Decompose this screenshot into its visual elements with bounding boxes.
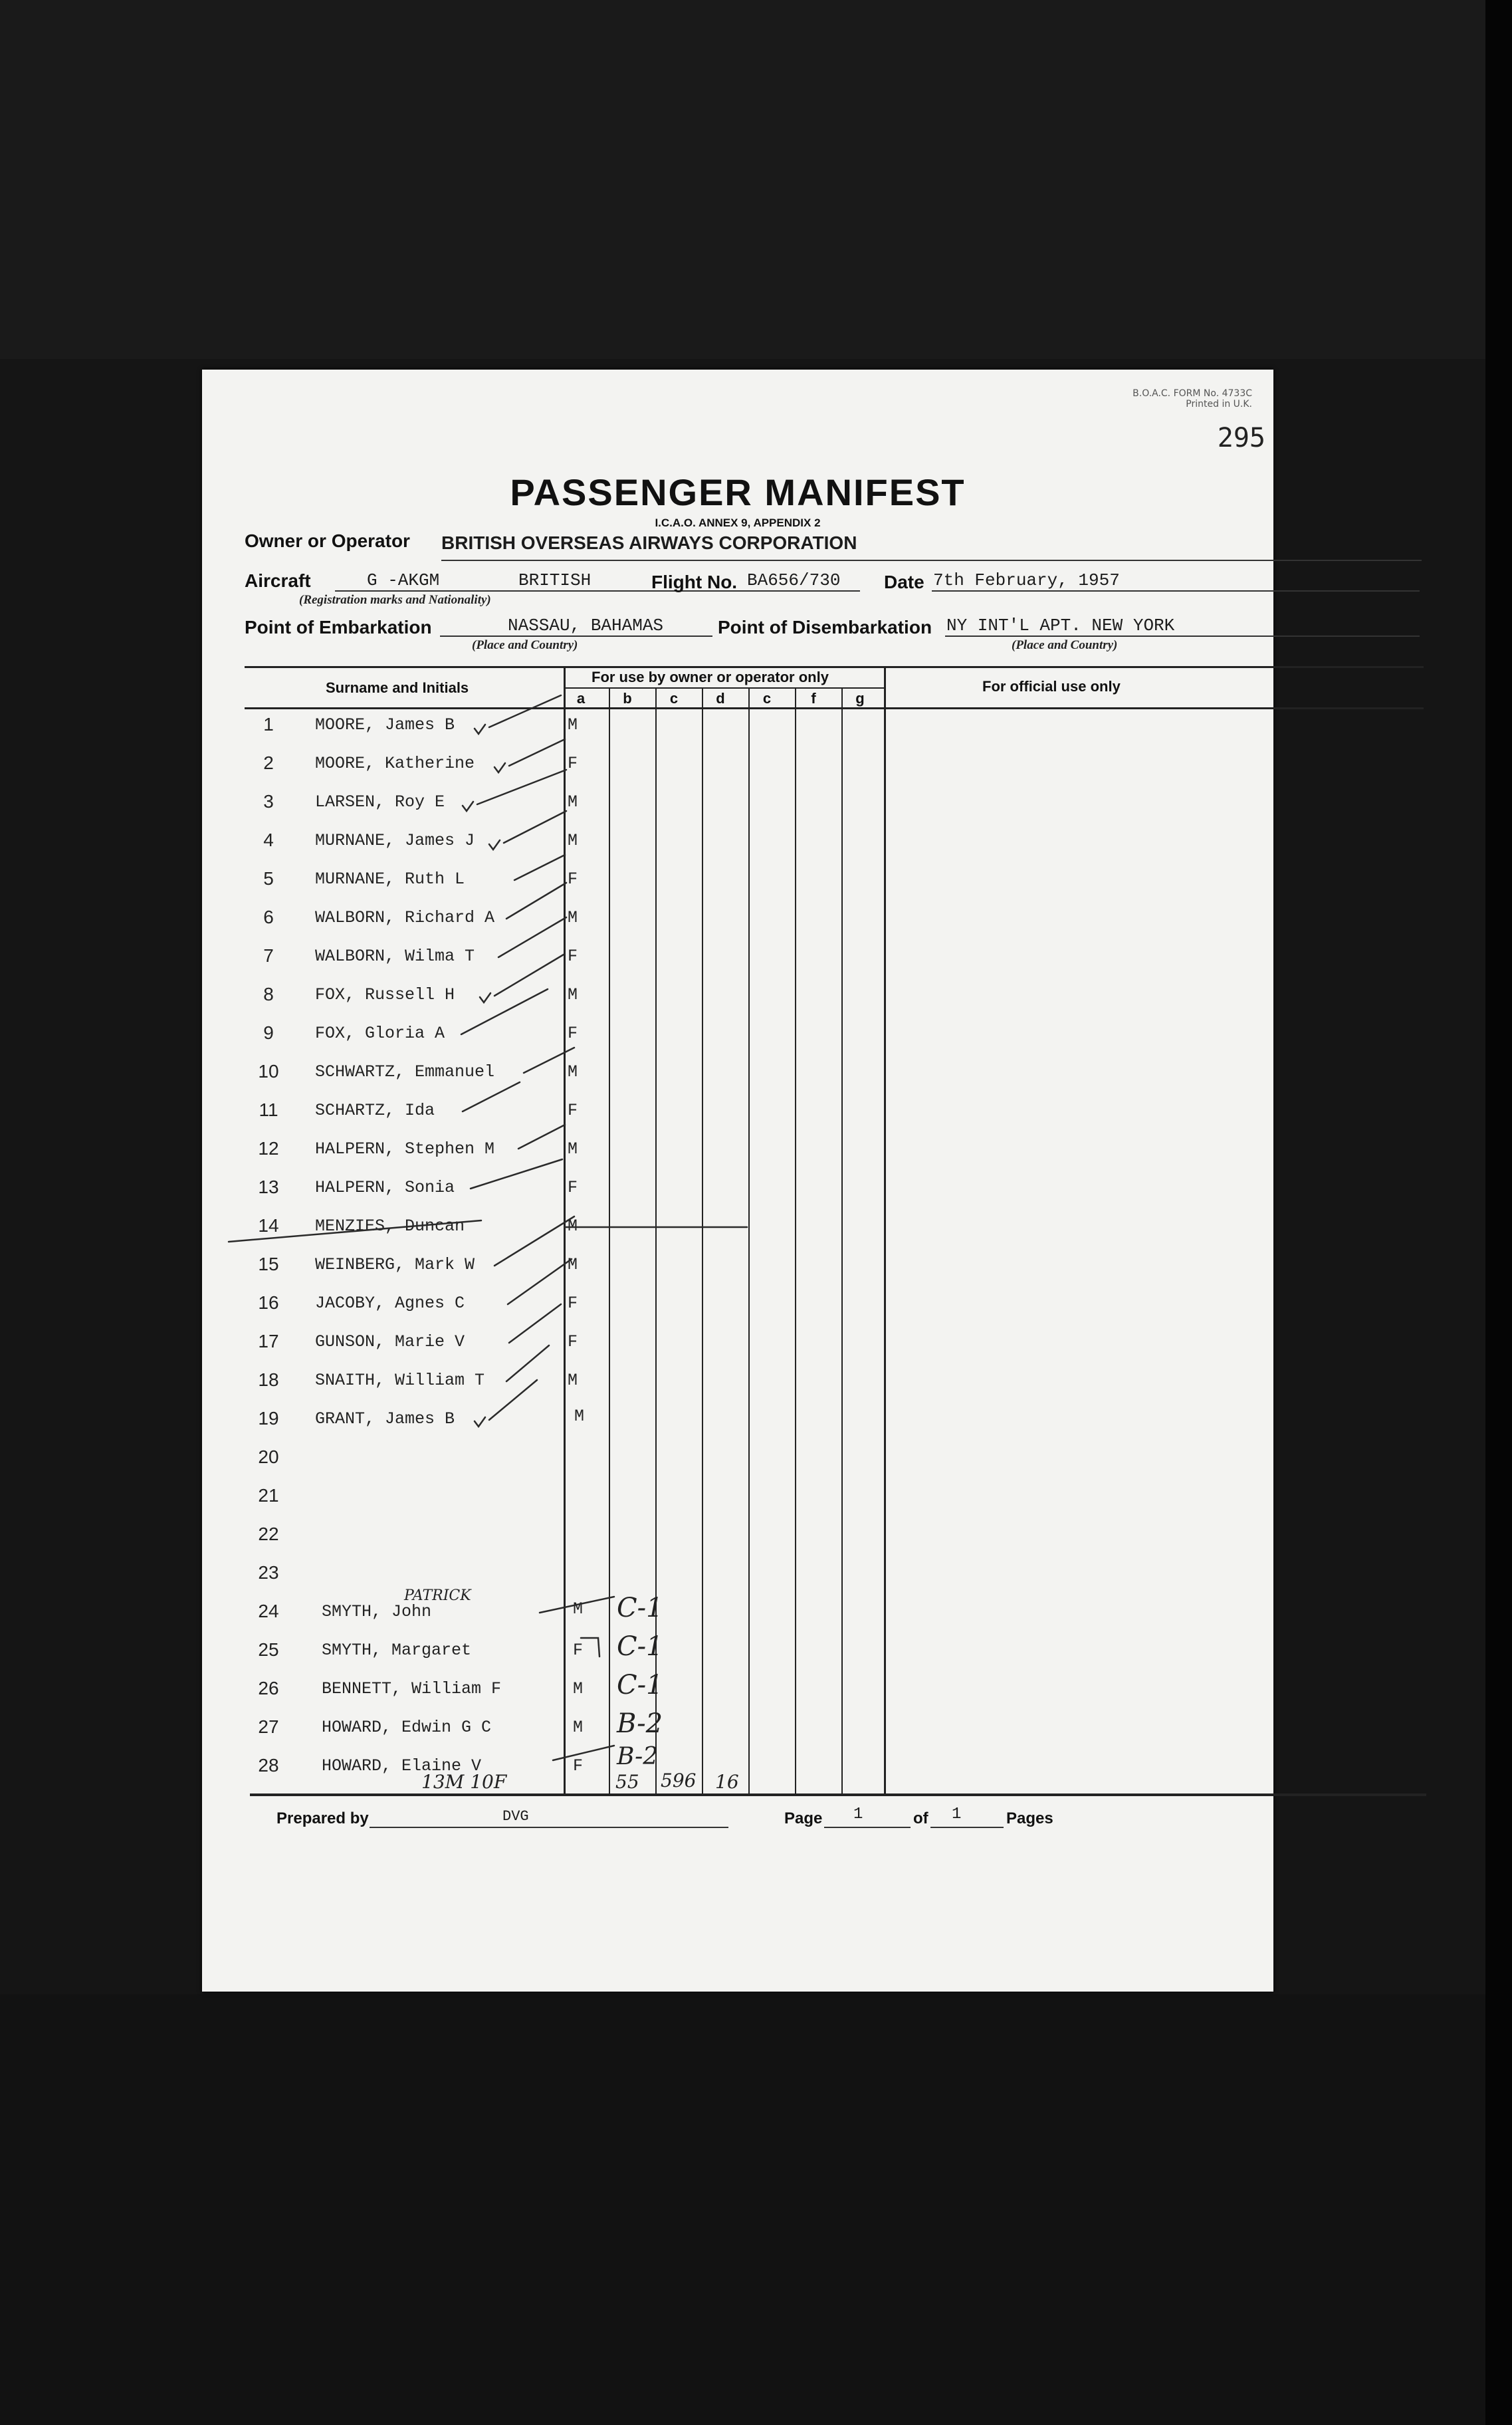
official-use-header: For official use only: [982, 678, 1121, 695]
handwritten-code-26: C-1: [617, 1670, 663, 1700]
checkmark-row-1: [475, 695, 561, 734]
passenger-sex: M: [568, 715, 578, 735]
passenger-sex: M: [573, 1718, 584, 1737]
passenger-sex: F: [568, 947, 578, 966]
passenger-sex: F: [573, 1756, 584, 1776]
row-number: 6: [263, 907, 274, 927]
row-number: 3: [263, 791, 274, 812]
passenger-sex: M: [574, 1407, 585, 1426]
passenger-sex: F: [568, 1294, 578, 1313]
passenger-sex: F: [573, 1641, 584, 1660]
row-number: 18: [258, 1369, 279, 1390]
date-value: 7th February, 1957: [933, 570, 1120, 590]
prepared-by-value: DVG: [502, 1808, 529, 1825]
stamped-page-number: 295: [1217, 423, 1265, 453]
flight-value: BA656/730: [747, 570, 841, 590]
passenger-name: MOORE, James B: [315, 715, 455, 735]
row-number: 12: [258, 1138, 279, 1159]
passenger-name: MURNANE, Ruth L: [315, 869, 465, 889]
checkmark-row-3: [463, 770, 566, 811]
passenger-name: FOX, Gloria A: [315, 1024, 445, 1043]
row-number: 15: [258, 1254, 279, 1274]
checkmark-row-13: [471, 1159, 562, 1189]
checkmark-row-10: [524, 1048, 574, 1073]
passenger-name: WALBORN, Wilma T: [315, 947, 475, 966]
passenger-name: MOORE, Katherine: [315, 754, 475, 773]
checkmark-row-18: [506, 1345, 549, 1381]
handwritten-total-c: 596: [661, 1770, 697, 1791]
passenger-name: SCHWARTZ, Emmanuel: [315, 1062, 495, 1082]
passenger-sex: M: [573, 1599, 584, 1619]
row-number: 26: [258, 1678, 279, 1698]
disembarkation-label: Point of Disembarkation: [718, 617, 932, 637]
passenger-sex: M: [573, 1679, 584, 1698]
passenger-name: SMYTH, Margaret: [322, 1641, 472, 1660]
passenger-name: SNAITH, William T: [315, 1371, 485, 1390]
checkmark-row-2: [494, 739, 565, 772]
passenger-name: FOX, Russell H: [315, 985, 455, 1004]
passenger-sex: F: [568, 1024, 578, 1043]
passenger-sex: M: [568, 1371, 578, 1390]
date-label: Date: [884, 572, 924, 592]
row-number: 19: [258, 1408, 279, 1429]
passenger-name: SCHARTZ, Ida: [315, 1101, 435, 1120]
of-label: of: [913, 1809, 928, 1827]
passenger-sex: M: [568, 1062, 578, 1082]
aircraft-hint: (Registration marks and Nationality): [299, 593, 491, 607]
checkmark-row-8: [480, 955, 564, 1002]
checkmark-row-15: [494, 1216, 574, 1266]
passenger-name: SMYTH, John: [322, 1602, 432, 1621]
owner-use-header: For use by owner or operator only: [592, 669, 829, 685]
passenger-name: WALBORN, Richard A: [315, 908, 495, 927]
checkmark-row-11: [463, 1082, 520, 1111]
disembarkation-hint: (Place and Country): [1012, 638, 1118, 652]
aircraft-registration: G -AKGM: [367, 570, 440, 590]
film-background-bottom: [0, 1994, 1512, 2425]
row-number: 24: [258, 1601, 279, 1621]
row-number: 16: [258, 1292, 279, 1313]
col-g-header: g: [855, 690, 865, 707]
row-number: 10: [258, 1061, 279, 1082]
col-b-header: b: [623, 690, 632, 707]
pen-marks: [202, 370, 1273, 1992]
row-number: 7: [263, 945, 274, 966]
surname-header: Surname and Initials: [326, 679, 469, 696]
pages-value: 1: [952, 1805, 962, 1823]
passenger-sex: M: [568, 792, 578, 812]
row-number: 1: [263, 714, 274, 735]
col-c-header: c: [669, 690, 679, 707]
row-number: 23: [258, 1562, 279, 1583]
page-value: 1: [853, 1805, 863, 1823]
document-title: PASSENGER MANIFEST: [510, 471, 966, 513]
col-e-header: c: [762, 690, 772, 707]
row-number: 25: [258, 1639, 279, 1660]
passenger-name: MURNANE, James J: [315, 831, 475, 850]
passenger-name: HOWARD, Elaine V: [322, 1756, 482, 1776]
form-number: B.O.A.C. FORM No. 4733C Printed in U.K.: [1133, 388, 1252, 409]
passenger-name: BENNETT, William F: [322, 1679, 502, 1698]
tick-row-28: [553, 1746, 614, 1760]
row-number: 11: [259, 1099, 278, 1120]
aircraft-nationality: BRITISH: [518, 570, 592, 590]
row-number: 9: [263, 1022, 274, 1043]
row-number: 13: [258, 1177, 279, 1197]
row-number: 28: [258, 1755, 279, 1776]
checkmark-row-5: [514, 855, 565, 880]
tick-row-24: [540, 1597, 614, 1613]
row-number: 5: [263, 868, 274, 889]
pages-label: Pages: [1006, 1809, 1053, 1827]
passenger-sex: F: [568, 754, 578, 773]
handwritten-code-24: C-1: [617, 1593, 663, 1623]
checkmark-row-17: [509, 1304, 561, 1343]
tick-row-25: [581, 1638, 599, 1657]
embarkation-hint: (Place and Country): [472, 638, 578, 652]
passenger-sex: M: [568, 1139, 578, 1159]
passenger-name: HALPERN, Sonia: [315, 1178, 455, 1197]
checkmark-row-12: [518, 1125, 565, 1149]
col-f-header: f: [811, 690, 816, 707]
passenger-name: WEINBERG, Mark W: [315, 1255, 475, 1274]
row-number: 8: [263, 984, 274, 1004]
film-background-top: [0, 0, 1512, 359]
passenger-sex: F: [568, 1178, 578, 1197]
checkmark-row-9: [461, 989, 548, 1034]
handwritten-patrick: PATRICK: [404, 1587, 471, 1604]
row-number: 22: [258, 1524, 279, 1544]
passenger-name: HALPERN, Stephen M: [315, 1139, 495, 1159]
film-edge: [1485, 0, 1512, 2425]
row-number: 21: [258, 1485, 279, 1506]
passenger-sex: M: [568, 908, 578, 927]
aircraft-label: Aircraft: [245, 570, 311, 591]
passenger-name: GRANT, James B: [315, 1409, 455, 1429]
passenger-name: LARSEN, Roy E: [315, 792, 445, 812]
row-number: 2: [263, 752, 274, 773]
embarkation-label: Point of Embarkation: [245, 617, 432, 637]
passenger-name: GUNSON, Marie V: [315, 1332, 465, 1351]
checkmark-row-4: [489, 811, 566, 850]
handwritten-tally: 13M 10F: [421, 1771, 507, 1793]
passenger-sex: F: [568, 1101, 578, 1120]
embarkation-value: NASSAU, BAHAMAS: [508, 616, 664, 635]
row-number: 27: [258, 1716, 279, 1737]
row-number: 4: [263, 830, 274, 850]
checkmark-row-6: [506, 883, 566, 919]
checkmark-row-7: [498, 917, 566, 957]
strike-row-14: [229, 1220, 481, 1242]
disembarkation-value: NY INT'L APT. NEW YORK: [946, 616, 1175, 635]
handwritten-code-28: B-2: [617, 1743, 659, 1770]
row-number: 17: [258, 1331, 279, 1351]
passenger-sex: M: [568, 1216, 578, 1236]
flight-label: Flight No.: [651, 572, 738, 592]
passenger-sex: M: [568, 1255, 578, 1274]
passenger-name-struck: MENZIES, Duncan: [315, 1216, 465, 1236]
passenger-sex: M: [568, 985, 578, 1004]
passenger-sex: F: [568, 869, 578, 889]
passenger-sex: F: [568, 1332, 578, 1351]
checkmark-row-16: [508, 1259, 572, 1304]
row-number: 14: [258, 1215, 279, 1236]
passenger-sex: M: [568, 831, 578, 850]
owner-label: Owner or Operator: [245, 530, 410, 551]
page-label: Page: [784, 1809, 823, 1827]
col-d-header: d: [716, 690, 725, 707]
handwritten-total-d: 16: [715, 1771, 739, 1793]
owner-value: BRITISH OVERSEAS AIRWAYS CORPORATION: [441, 532, 857, 553]
col-a-header: a: [576, 690, 586, 707]
document-subtitle: I.C.A.O. ANNEX 9, APPENDIX 2: [655, 517, 821, 529]
manifest-sheet: [202, 370, 1273, 1992]
passenger-name: HOWARD, Edwin G C: [322, 1718, 492, 1737]
handwritten-total-b: 55: [615, 1771, 639, 1793]
prepared-by-label: Prepared by: [276, 1809, 369, 1827]
handwritten-code-25: C-1: [617, 1631, 663, 1662]
checkmark-row-19: [475, 1380, 537, 1427]
handwritten-code-27: B-2: [617, 1708, 663, 1739]
row-number: 20: [258, 1446, 279, 1467]
passenger-name: JACOBY, Agnes C: [315, 1294, 465, 1313]
